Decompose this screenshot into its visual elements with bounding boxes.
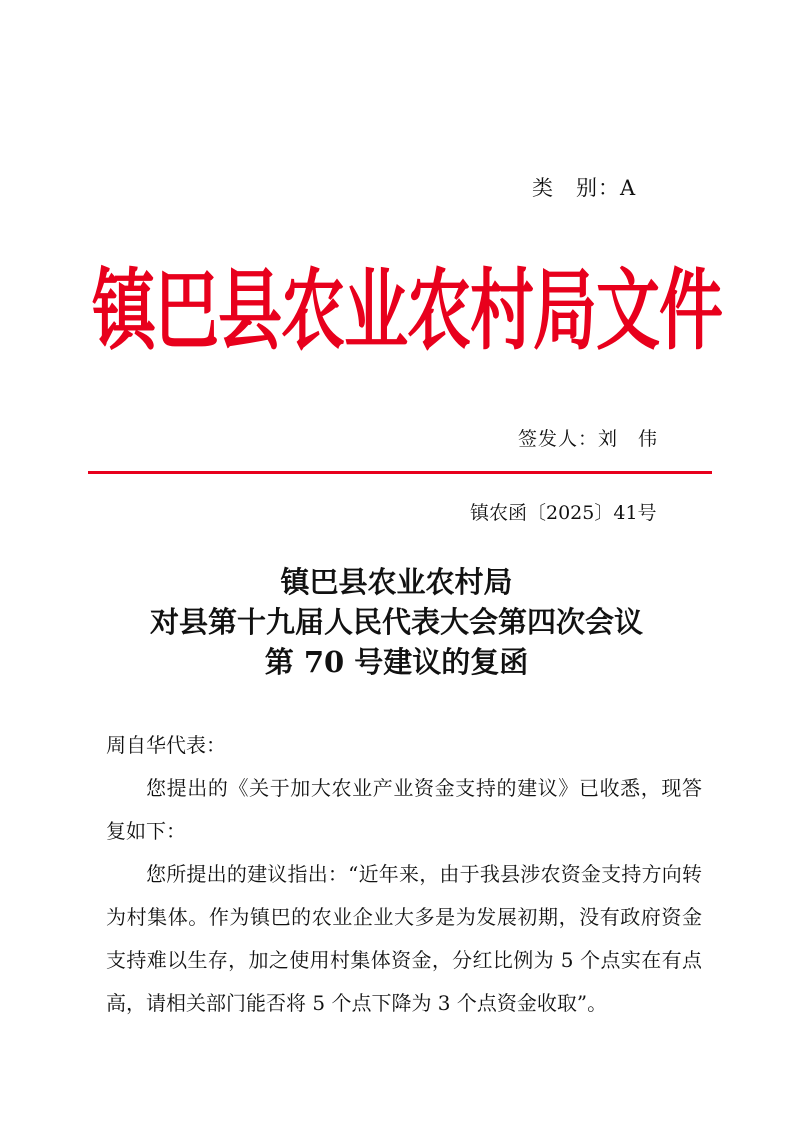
salutation: 周自华代表： bbox=[106, 733, 226, 757]
document-category: 类 别：A bbox=[532, 176, 637, 200]
letter-body bbox=[106, 724, 702, 1025]
body-paragraph-2: 您所提出的建议指出：“近年来，由于我县涉农资金支持方向转为村集体。作为镇巴的农业企业大多是为发展初期，没有政府资金支持难以生存，加之使用村集体资金，分红比例为 5 个点实在有点高，请相关部门能否将 5 个点下降为 3 个点资金收取”。 bbox=[106, 862, 702, 1015]
document-title-line-1: 镇巴县农业农村局 bbox=[280, 565, 513, 599]
document-title-line-2: 对县第十九届人民代表大会第四次会议 bbox=[149, 605, 643, 639]
signer-line: 签发人：刘 伟 bbox=[518, 428, 659, 450]
issuing-authority-header: 镇巴县农业农村局文件 bbox=[92, 261, 722, 364]
document-number: 镇农函〔2025〕41号 bbox=[470, 502, 657, 524]
document-title bbox=[0, 562, 793, 682]
red-divider-line bbox=[88, 471, 712, 474]
body-paragraph-1: 您提出的《关于加大农业产业资金支持的建议》已收悉，现答复如下： bbox=[106, 776, 702, 843]
document-title-line-3: 第 70 号建议的复函 bbox=[264, 645, 529, 679]
